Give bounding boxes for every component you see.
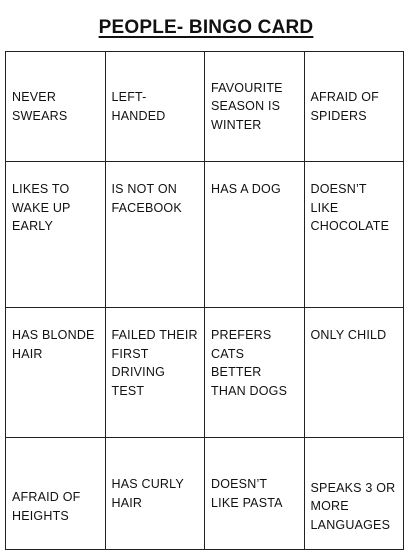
bingo-cell: DOESN’T LIKE PASTA: [205, 438, 305, 550]
bingo-cell: LIKES TO WAKE UP EARLY: [6, 162, 106, 308]
bingo-cell: AFRAID OF HEIGHTS: [6, 438, 106, 550]
bingo-cell: HAS A DOG: [205, 162, 305, 308]
card-title-text: PEOPLE- BINGO CARD: [98, 17, 314, 38]
bingo-cell: LEFT-HANDED: [105, 52, 205, 162]
bingo-cell: NEVER SWEARS: [6, 52, 106, 162]
bingo-cell: IS NOT ON FACEBOOK: [105, 162, 205, 308]
grid-row-3: [6, 308, 404, 438]
card-title: [0, 16, 412, 40]
bingo-cell: FAILED THEIR FIRST DRIVING TEST: [105, 308, 205, 438]
bingo-cell: HAS CURLY HAIR: [105, 438, 205, 550]
bingo-cell: ONLY CHILD: [304, 308, 404, 438]
grid-row-2: [6, 162, 404, 308]
bingo-cell: HAS BLONDE HAIR: [6, 308, 106, 438]
bingo-grid: [5, 51, 404, 550]
bingo-cell: DOESN’T LIKE CHOCOLATE: [304, 162, 404, 308]
bingo-cell: FAVOURITE SEASON IS WINTER: [205, 52, 305, 162]
bingo-cell: SPEAKS 3 OR MORE LANGUAGES: [304, 438, 404, 550]
bingo-cell: AFRAID OF SPIDERS: [304, 52, 404, 162]
grid-row-4: [6, 438, 404, 550]
grid-row-1: [6, 52, 404, 162]
bingo-cell: PREFERS CATS BETTER THAN DOGS: [205, 308, 305, 438]
